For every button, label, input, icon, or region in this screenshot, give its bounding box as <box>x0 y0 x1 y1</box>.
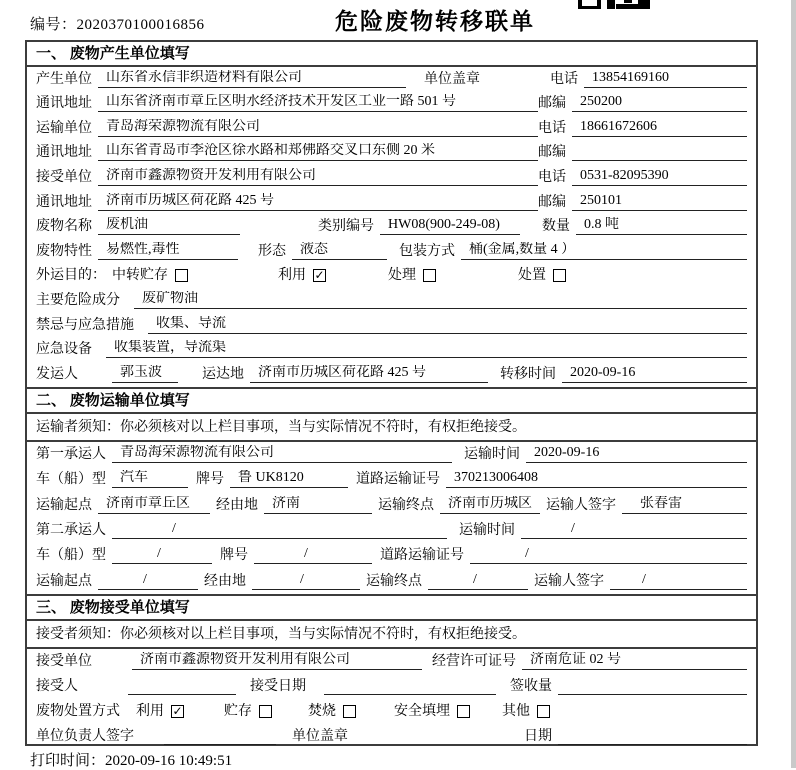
field-label: 第一承运人 <box>36 447 106 463</box>
form-row <box>27 92 756 117</box>
field-label: 经由地 <box>204 573 246 589</box>
qr-code-fragment <box>578 0 650 9</box>
field-value: / <box>610 572 747 590</box>
field-value: 桶(金属,数量 4 ） <box>461 242 747 260</box>
checkbox-label: 中转贮存 <box>112 268 168 284</box>
field-value: 张春雷 <box>622 496 747 514</box>
form-row <box>27 239 756 264</box>
checkbox-item <box>394 703 470 720</box>
qr-module <box>624 0 632 3</box>
field-label: 废物处置方式 <box>36 704 120 720</box>
field-value: 13854169160 <box>584 70 747 88</box>
form-row <box>27 67 756 92</box>
field-value: 收集装置，导流渠 <box>106 340 747 358</box>
field-label: 牌号 <box>196 472 224 488</box>
field-value: 250200 <box>572 94 747 112</box>
field-value: 收集、导流 <box>148 316 747 334</box>
field-value: / <box>470 546 747 564</box>
field-label: 废物名称 <box>36 219 92 235</box>
field-label: 应急设备 <box>36 342 92 358</box>
field-label: 运输终点 <box>366 573 422 589</box>
field-label: 通讯地址 <box>36 96 92 112</box>
form-row <box>27 568 756 593</box>
field-value: 济南市历城区 <box>440 496 540 514</box>
doc-number-label: 编号： <box>30 17 77 33</box>
field-label: 单位负责人签字 <box>36 729 134 745</box>
section-title: 二、 废物运输单位填写 <box>27 389 756 414</box>
field-label: 运输人签字 <box>534 573 604 589</box>
checkbox-label: 其他 <box>502 704 530 720</box>
form-row <box>27 674 756 699</box>
form-row <box>27 543 756 568</box>
section-note: 运输者须知：你必须核对以上栏目事项，当与实际情况不符时，有权拒绝接受。 <box>27 414 756 442</box>
field-label: 运输终点 <box>378 497 434 513</box>
field-label: 接受单位 <box>36 653 92 669</box>
field-label: 接受人 <box>36 678 78 694</box>
field-value: 郭玉波 <box>112 365 178 383</box>
form-row <box>27 518 756 543</box>
field-label: 第二承运人 <box>36 522 106 538</box>
field-value: / <box>112 546 212 564</box>
field-value: 济南 <box>264 496 372 514</box>
field-label: 邮编 <box>538 96 566 112</box>
field-value: 2020-09-16 <box>526 445 747 463</box>
field-label: 经由地 <box>216 497 258 513</box>
qr-module <box>638 0 650 9</box>
field-label: 禁忌与应急措施 <box>36 317 134 333</box>
field-value: 0.8 吨 <box>576 217 747 235</box>
field-label: 电话 <box>538 169 566 185</box>
field-value <box>572 159 747 161</box>
field-value: 山东省济南市章丘区明水经济技术开发区工业一路 501 号 <box>98 94 538 112</box>
section-2 <box>27 387 756 594</box>
field-value: 济南市历城区荷花路 425 号 <box>250 365 488 383</box>
field-value: / <box>254 546 372 564</box>
field-label: 道路运输证号 <box>356 472 440 488</box>
field-label: 发运人 <box>36 366 78 382</box>
field-value: 汽车 <box>112 470 188 488</box>
form-row <box>27 724 756 749</box>
field-label: 邮编 <box>538 145 566 161</box>
doc-number <box>30 13 205 34</box>
form-row <box>27 141 756 166</box>
checkbox-unchecked[interactable] <box>537 705 550 718</box>
checkbox-label: 贮存 <box>224 704 252 720</box>
field-value <box>558 743 747 745</box>
checkbox-item <box>388 267 436 284</box>
form-row <box>27 362 756 387</box>
field-label: 牌号 <box>220 548 248 564</box>
field-value: 370213006408 <box>446 470 747 488</box>
checkbox-label: 处置 <box>518 268 546 284</box>
window-edge <box>791 0 796 768</box>
checkbox-unchecked[interactable] <box>553 269 566 282</box>
checkbox-label: 安全填埋 <box>394 704 450 720</box>
field-label: 通讯地址 <box>36 194 92 210</box>
field-label: 车（船）型 <box>36 548 106 564</box>
form-row <box>27 313 756 338</box>
form-row <box>27 442 756 467</box>
form-row <box>27 264 756 289</box>
checkbox-checked[interactable]: ✓ <box>314 268 325 283</box>
field-label: 运输时间 <box>464 447 520 463</box>
field-label: 转移时间 <box>500 366 556 382</box>
checkbox-item <box>224 703 272 720</box>
doc-number-value: 2020370100016856 <box>76 17 205 33</box>
field-label: 外运目的： <box>36 268 106 284</box>
field-label: 车（船）型 <box>36 472 106 488</box>
form-row <box>27 215 756 240</box>
field-value: 山东省青岛市李沧区徐水路和郑佛路交叉口东侧 20 米 <box>98 143 538 161</box>
checkbox-unchecked[interactable] <box>259 705 272 718</box>
field-label: 通讯地址 <box>36 145 92 161</box>
field-label: 电话 <box>550 71 578 87</box>
field-label: 接受日期 <box>250 678 306 694</box>
qr-module <box>607 0 615 9</box>
field-label: 日期 <box>524 729 552 745</box>
field-value: 济南市历城区荷花路 425 号 <box>98 193 538 211</box>
field-label: 电话 <box>538 120 566 136</box>
section-title: 三、 废物接受单位填写 <box>27 596 756 621</box>
field-label: 包装方式 <box>399 243 455 259</box>
field-value: 山东省永信非织造材料有限公司 <box>98 70 406 88</box>
checkbox-unchecked[interactable] <box>423 269 436 282</box>
checkbox-item <box>518 267 566 284</box>
field-label: 道路运输证号 <box>380 548 464 564</box>
field-label: 产生单位 <box>36 71 92 87</box>
field-value <box>324 693 496 695</box>
checkbox-item <box>278 267 326 284</box>
field-label: 运输起点 <box>36 497 92 513</box>
field-label: 主要危险成分 <box>36 292 120 308</box>
field-value: 鲁 UK8120 <box>230 470 348 488</box>
field-label: 单位盖章 <box>424 71 480 87</box>
form-row <box>27 492 756 517</box>
section-title: 一、 废物产生单位填写 <box>27 42 756 67</box>
field-value: 2020-09-16 <box>562 365 747 383</box>
field-value: / <box>112 521 447 539</box>
field-value: 济南市章丘区 <box>98 496 210 514</box>
checkbox-unchecked[interactable] <box>175 269 188 282</box>
field-value: 18661672606 <box>572 119 747 137</box>
checkbox-label: 焚烧 <box>308 704 336 720</box>
form-row <box>27 288 756 313</box>
checkbox-item <box>502 703 550 720</box>
field-value: 废机油 <box>98 217 240 235</box>
field-label: 签收量 <box>510 678 552 694</box>
field-label: 经营许可证号 <box>432 653 516 669</box>
checkbox-item <box>112 267 188 284</box>
field-label: 类别编号 <box>318 219 374 235</box>
field-value: 废矿物油 <box>134 291 747 309</box>
field-value <box>558 693 747 695</box>
field-value <box>128 693 236 695</box>
field-label: 数量 <box>542 219 570 235</box>
field-label: 运输起点 <box>36 573 92 589</box>
form-row <box>27 116 756 141</box>
checkbox-item <box>308 703 356 720</box>
form-row <box>27 467 756 492</box>
print-time: 打印时间：2020-09-16 10:49:51 <box>30 753 233 769</box>
form-row <box>27 165 756 190</box>
field-value: 济南市鑫源物资开发利用有限公司 <box>98 168 538 186</box>
field-label: 单位盖章 <box>292 729 348 745</box>
checkbox-label: 处理 <box>388 268 416 284</box>
checkbox-unchecked[interactable] <box>457 705 470 718</box>
field-value: 济南危证 02 号 <box>522 652 747 670</box>
section-note: 接受者须知：你必须核对以上栏目事项，当与实际情况不符时，有权拒绝接受。 <box>27 621 756 649</box>
form-row <box>27 649 756 674</box>
field-label: 运达地 <box>202 366 244 382</box>
field-label: 运输单位 <box>36 120 92 136</box>
checkbox-checked[interactable]: ✓ <box>172 704 183 719</box>
field-value: 济南市鑫源物资开发利用有限公司 <box>132 652 422 670</box>
field-value: 250101 <box>572 193 747 211</box>
field-value: 液态 <box>292 242 387 260</box>
field-value: 青岛海荣源物流有限公司 <box>112 445 452 463</box>
field-value: / <box>428 572 528 590</box>
checkbox-label: 利用 <box>278 268 306 284</box>
checkbox-unchecked[interactable] <box>343 705 356 718</box>
field-label: 运输时间 <box>459 522 515 538</box>
field-value: HW08(900-249-08) <box>380 217 520 235</box>
field-value: 青岛海荣源物流有限公司 <box>98 119 538 137</box>
field-value: / <box>521 521 747 539</box>
form-table <box>25 40 758 746</box>
form-row <box>27 338 756 363</box>
field-label: 运输人签字 <box>546 497 616 513</box>
field-label: 形态 <box>258 243 286 259</box>
section-3 <box>27 594 756 750</box>
field-value: / <box>252 572 360 590</box>
field-label: 邮编 <box>538 194 566 210</box>
checkbox-label: 利用 <box>136 704 164 720</box>
page-title: 危险废物转移联单 <box>335 9 535 34</box>
form-row <box>27 190 756 215</box>
field-value: 0531-82095390 <box>572 168 747 186</box>
field-value: 易燃性,毒性 <box>98 242 238 260</box>
field-label: 废物特性 <box>36 243 92 259</box>
form-row <box>27 699 756 724</box>
checkbox-item <box>136 703 184 720</box>
section-1 <box>27 42 756 387</box>
field-value <box>164 743 276 745</box>
field-label: 接受单位 <box>36 169 92 185</box>
qr-module <box>578 6 601 9</box>
field-value: / <box>98 572 198 590</box>
